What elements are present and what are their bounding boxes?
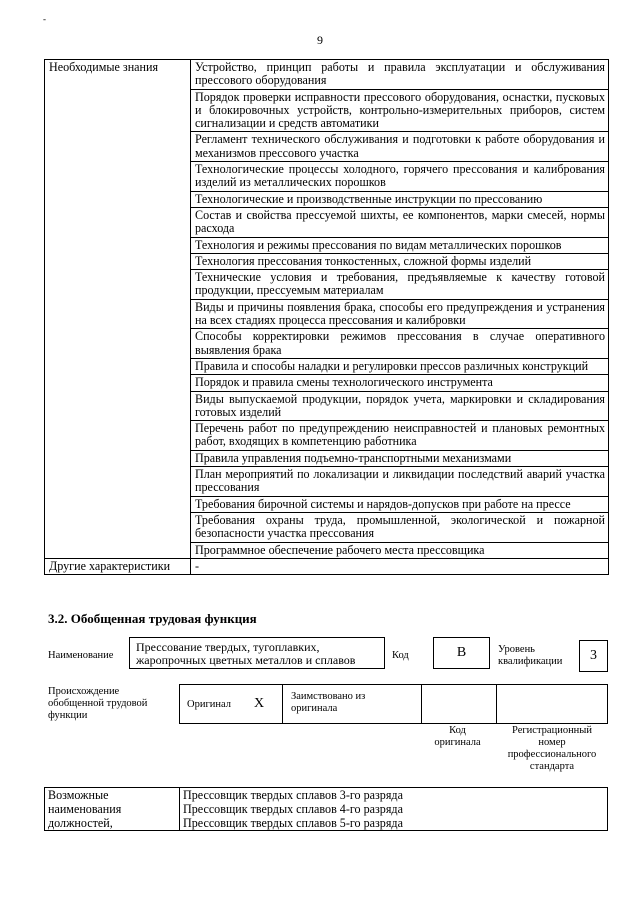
corner-mark: - <box>43 14 46 24</box>
caption-line: Регистрационный <box>512 725 592 736</box>
function-name-line: жаропрочных цветных металлов и сплавов <box>136 653 356 667</box>
section-title: 3.2. Обобщенная трудовая функция <box>48 611 257 626</box>
page-number: 9 <box>317 33 323 47</box>
knowledge-item: Виды выпускаемой продукции, порядок учета, маркировки и складирования готовых изделий <box>191 391 609 421</box>
level-label <box>498 644 562 668</box>
knowledge-item: Требования охраны труда, промышленной, экологической и пожарной безопасности участка прессования <box>191 512 609 542</box>
level-label-line: Уровень <box>498 644 535 655</box>
level-label-line: квалификации <box>498 656 563 667</box>
other-characteristics-label: Другие характеристики <box>45 558 191 574</box>
job-titles-label-line: наименования <box>48 802 122 816</box>
origin-label-line: обобщенной трудовой <box>48 698 148 709</box>
table-row <box>45 558 609 574</box>
knowledge-item: Регламент технического обслуживания и подготовки к работе оборудования и механизмов прессового участка <box>191 132 609 162</box>
knowledge-item: Технические условия и требования, предъявляемые к качеству готовой продукции, прессуемым материалам <box>191 270 609 300</box>
original-label: Оригинал <box>187 699 231 710</box>
knowledge-item: Порядок и правила смены технологического инструмента <box>191 375 609 391</box>
borrowed-label-line: оригинала <box>291 703 338 714</box>
function-name-box <box>129 637 385 669</box>
job-titles-label-line: Возможные <box>48 788 109 802</box>
original-mark: X <box>254 696 265 711</box>
caption-line: стандарта <box>529 761 575 772</box>
divider <box>421 684 422 724</box>
borrowed-label-line: Заимствовано из <box>291 691 366 702</box>
original-code-caption <box>420 725 495 749</box>
origin-label-line: Происхождение <box>48 686 120 697</box>
table-row <box>45 788 608 831</box>
knowledge-item: Технологические процессы холодного, горячего прессования и калибрования изделий из металлических порошков <box>191 162 609 192</box>
origin-label <box>48 686 147 722</box>
knowledge-table <box>44 59 609 575</box>
caption-line: оригинала <box>434 737 481 748</box>
code-label: Код <box>392 650 409 661</box>
job-title: Прессовщик твердых сплавов 5-го разряда <box>183 816 403 830</box>
knowledge-item: Правила управления подъемно-транспортными механизмами <box>191 450 609 466</box>
knowledge-item: Устройство, принцип работы и правила эксплуатации и обслуживания прессового оборудования <box>191 60 609 90</box>
name-label: Наименование <box>48 650 114 661</box>
caption-line: номер <box>538 737 566 748</box>
knowledge-item: Технология прессования тонкостенных, сложной формы изделий <box>191 253 609 269</box>
caption-line: профессионального <box>507 749 597 760</box>
job-title: Прессовщик твердых сплавов 3-го разряда <box>183 788 403 802</box>
level-value: 3 <box>579 640 608 672</box>
origin-label-line: функции <box>48 710 88 721</box>
registration-caption <box>496 725 608 773</box>
knowledge-category: Необходимые знания <box>45 60 191 559</box>
divider <box>282 684 283 724</box>
code-value: B <box>433 637 490 669</box>
knowledge-item: Порядок проверки исправности прессового оборудования, оснастки, пусковых и блокировочных устройств, контрольно-измерительных приборов, систем сигнализации и средств автоматики <box>191 89 609 132</box>
divider <box>496 684 497 724</box>
job-title: Прессовщик твердых сплавов 4-го разряда <box>183 802 403 816</box>
job-titles-list <box>180 788 608 831</box>
origin-table <box>179 684 608 724</box>
function-name-line: Прессование твердых, тугоплавких, <box>136 640 320 654</box>
other-characteristics-value: - <box>191 558 609 574</box>
knowledge-item: Состав и свойства прессуемой шихты, ее компонентов, марки смесей, нормы расхода <box>191 207 609 237</box>
knowledge-item: Правила и способы наладки и регулировки прессов различных конструкций <box>191 358 609 374</box>
knowledge-item: Программное обеспечение рабочего места прессовщика <box>191 542 609 558</box>
knowledge-item: Перечень работ по предупреждению неисправностей и плановых ремонтных работ, входящих в компетенцию работника <box>191 421 609 451</box>
knowledge-item: Способы корректировки режимов прессования в случае оперативного выявления брака <box>191 329 609 359</box>
borrowed-label <box>291 691 365 715</box>
knowledge-item: План мероприятий по локализации и ликвидации последствий аварий участка прессования <box>191 467 609 497</box>
job-titles-table <box>44 787 608 831</box>
knowledge-item: Виды и причины появления брака, способы его предупреждения и устранения на всех стадиях процесса прессования и калибровки <box>191 299 609 329</box>
knowledge-item: Технологические и производственные инструкции по прессованию <box>191 191 609 207</box>
knowledge-item: Требования бирочной системы и нарядов-допусков при работе на прессе <box>191 496 609 512</box>
knowledge-item: Технология и режимы прессования по видам металлических порошков <box>191 237 609 253</box>
caption-line: Код <box>449 725 466 736</box>
job-titles-label-line: должностей, <box>48 816 113 830</box>
job-titles-label <box>45 788 180 831</box>
table-row <box>45 60 609 90</box>
